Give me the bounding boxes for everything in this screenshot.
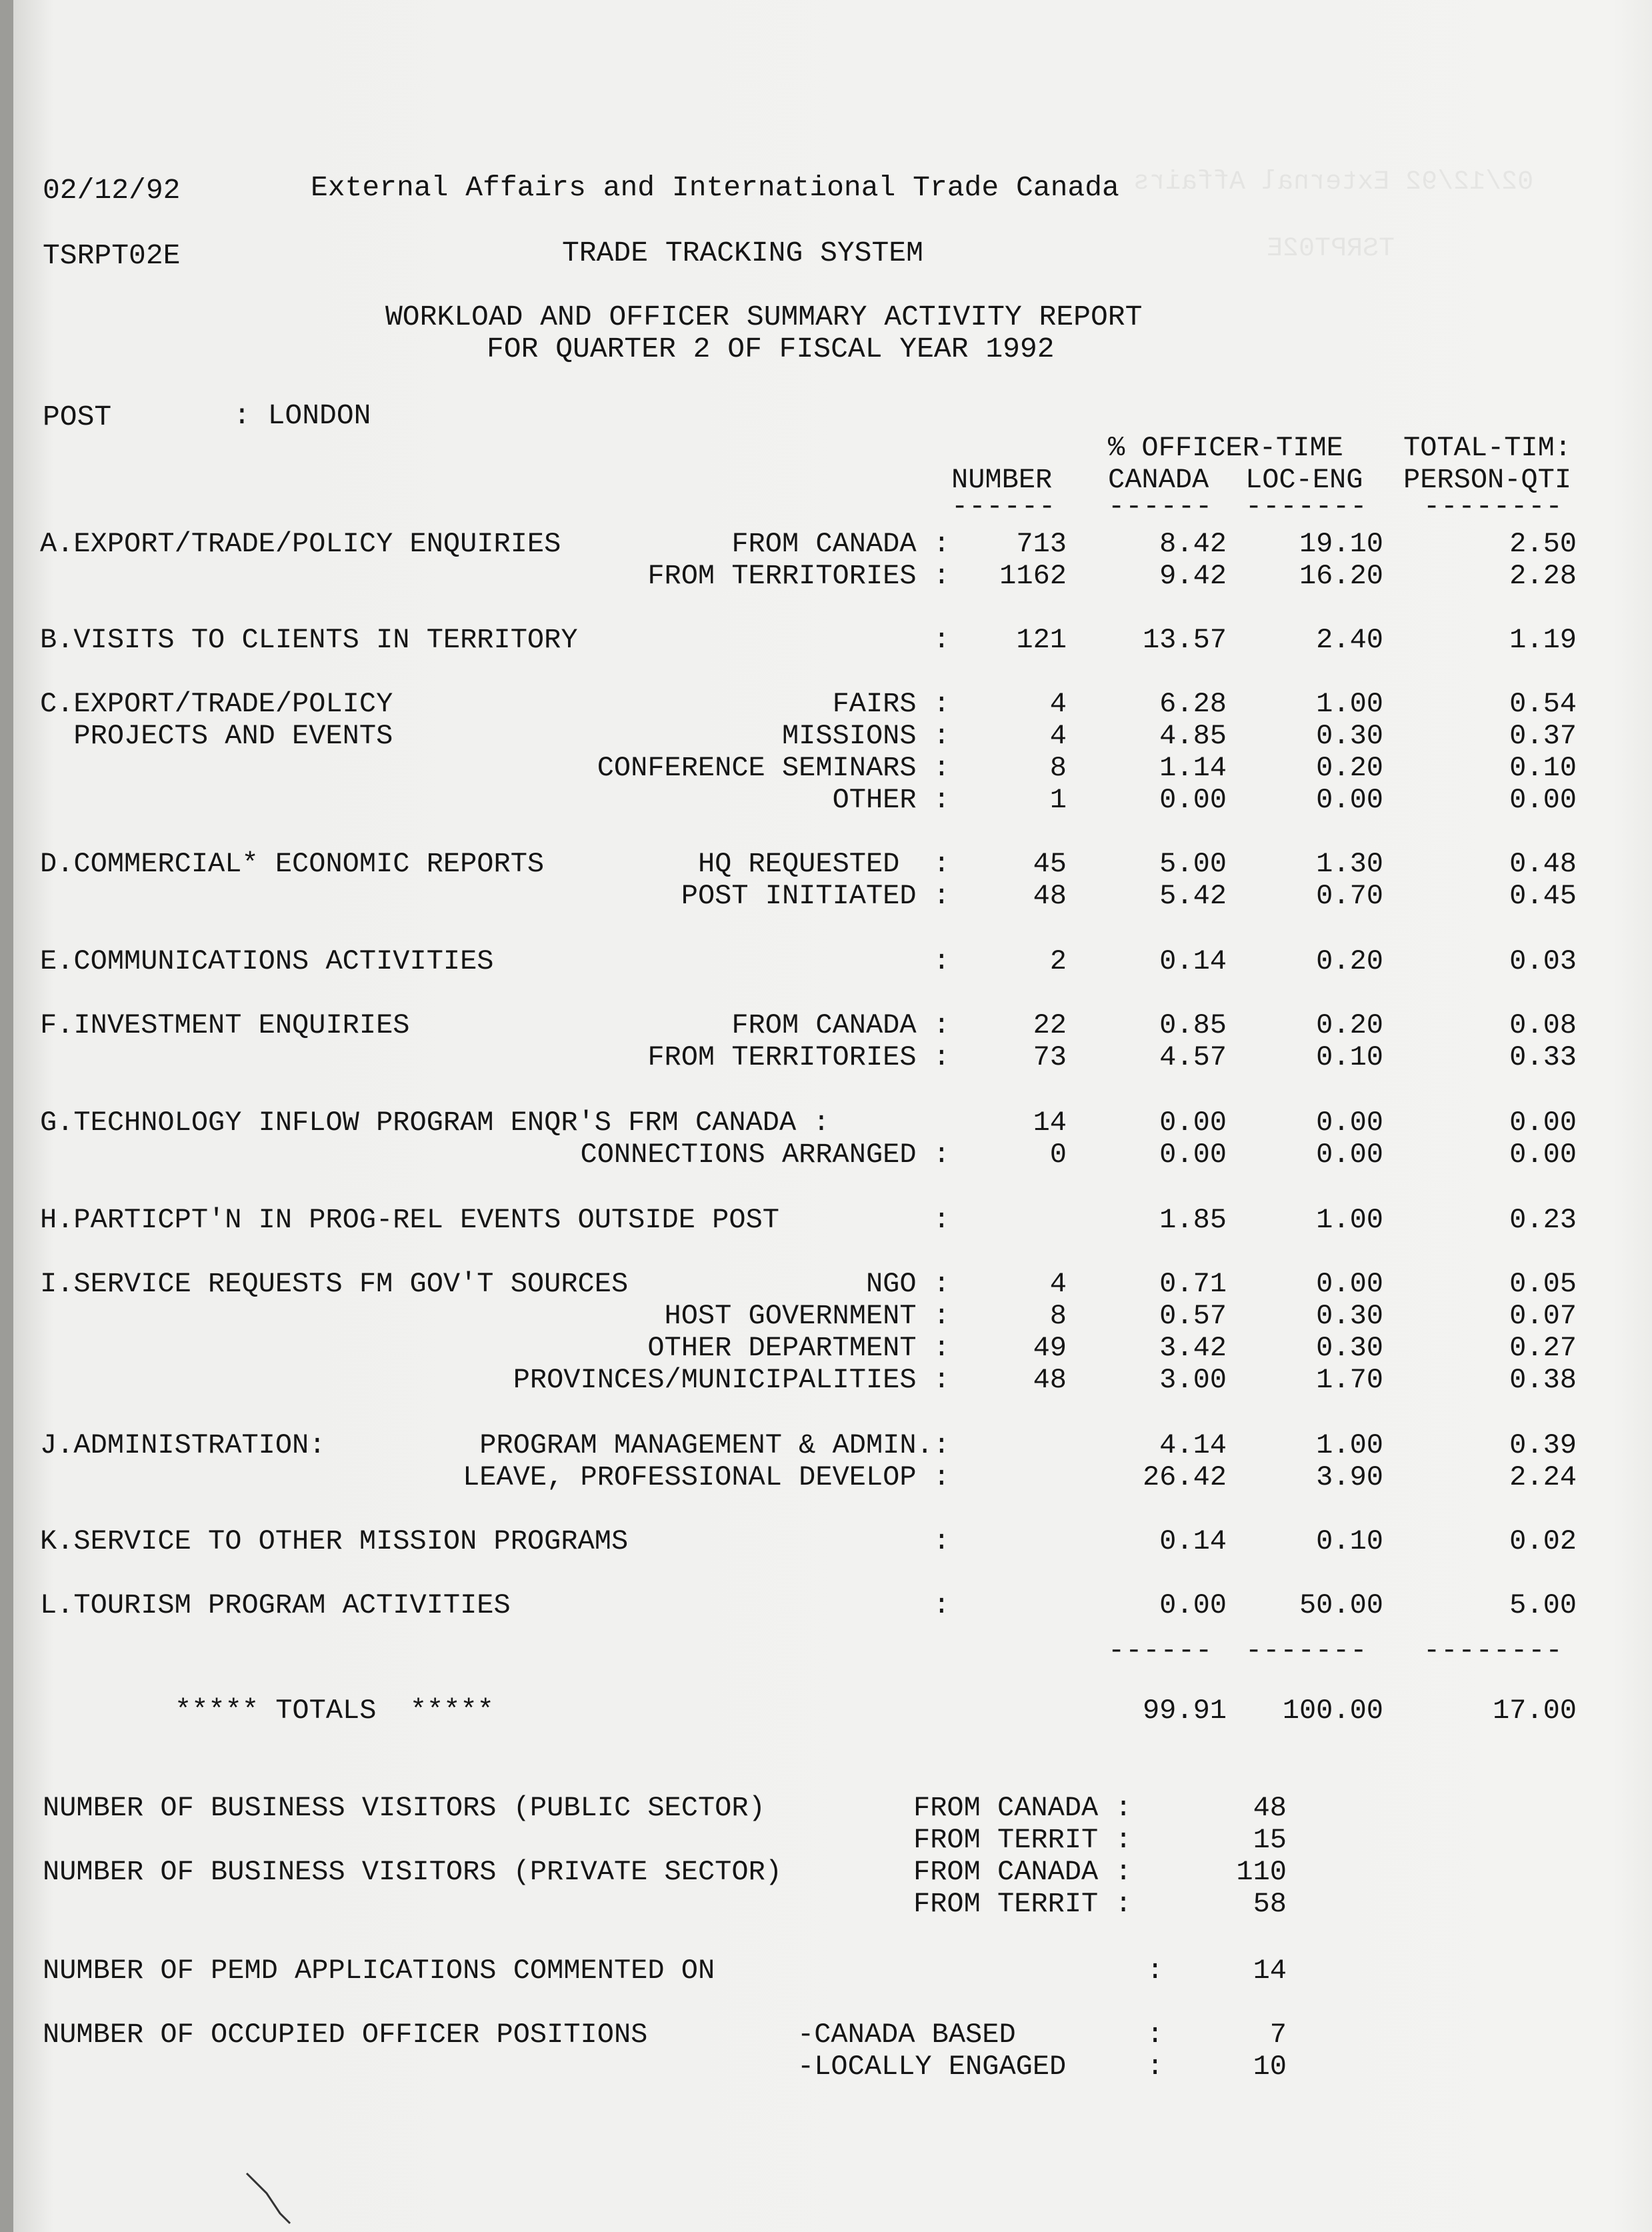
pemd-count: 14: [1253, 1955, 1287, 1987]
row-number: 0: [1049, 1139, 1067, 1171]
row-sub-label: FAIRS :: [832, 688, 950, 720]
row-section-label: F.INVESTMENT ENQUIRIES: [40, 1009, 410, 1041]
post-label: POST: [43, 401, 112, 433]
row-person-qtr: 2.50: [1509, 528, 1577, 560]
row-person-qtr: 5.00: [1509, 1589, 1577, 1621]
visitor-source: FROM CANADA :: [913, 1792, 1132, 1824]
organization-name: External Affairs and International Trade Canada: [311, 171, 1119, 204]
row-loc-eng: 0.30: [1316, 1300, 1383, 1332]
row-sub-label: :: [933, 945, 950, 977]
row-number: 14: [1033, 1107, 1067, 1139]
row-section-label: A.EXPORT/TRADE/POLICY ENQUIRIES: [40, 528, 561, 560]
bleed-through-text: TSRPT02E: [1267, 234, 1395, 264]
row-number: 4: [1049, 720, 1067, 752]
row-sub-label: :: [933, 624, 950, 656]
row-sub-label: HQ REQUESTED :: [697, 848, 950, 880]
totals-canada: 99.91: [1142, 1695, 1227, 1727]
row-loc-eng: 1.70: [1316, 1364, 1383, 1396]
row-sub-label: POST INITIATED :: [681, 880, 950, 912]
system-name: TRADE TRACKING SYSTEM: [562, 237, 923, 269]
visitor-source: FROM TERRIT :: [913, 1888, 1132, 1920]
row-person-qtr: 0.27: [1509, 1332, 1577, 1364]
row-loc-eng: 2.40: [1316, 624, 1383, 656]
row-person-qtr: 0.02: [1509, 1525, 1577, 1557]
row-loc-eng: 0.00: [1316, 1139, 1383, 1171]
page-left-edge: [0, 0, 13, 2232]
row-canada: 3.00: [1159, 1364, 1227, 1396]
row-sub-label: PROVINCES/MUNICIPALITIES :: [513, 1364, 950, 1396]
pen-mark: [240, 2167, 320, 2227]
row-canada: 0.00: [1159, 1107, 1227, 1139]
row-sub-label: FROM TERRITORIES :: [647, 1041, 950, 1073]
visitor-source: FROM CANADA :: [913, 1856, 1132, 1888]
row-canada: 0.57: [1159, 1300, 1227, 1332]
visitor-count: 48: [1253, 1792, 1287, 1824]
row-person-qtr: 0.48: [1509, 848, 1577, 880]
row-canada: 4.14: [1159, 1429, 1227, 1461]
totals-rule: -------: [1245, 1635, 1368, 1667]
row-canada: 0.14: [1159, 945, 1227, 977]
row-sub-label: NGO :: [865, 1268, 950, 1300]
column-header-number: NUMBER: [951, 464, 1053, 496]
row-loc-eng: 0.30: [1316, 720, 1383, 752]
totals-label: ***** TOTALS *****: [175, 1695, 494, 1727]
totals-loc-eng: 100.00: [1282, 1695, 1383, 1727]
column-rule: ------: [951, 491, 1057, 523]
column-group-officer-time: % OFFICER-TIME: [1108, 432, 1343, 464]
row-section-label: PROJECTS AND EVENTS: [40, 720, 393, 752]
row-section-label: K.SERVICE TO OTHER MISSION PROGRAMS: [40, 1525, 629, 1557]
positions-colon: :: [1147, 2051, 1164, 2083]
row-sub-label: LEAVE, PROFESSIONAL DEVELOP :: [463, 1461, 950, 1493]
column-rule: -------: [1245, 491, 1368, 523]
row-person-qtr: 0.10: [1509, 752, 1577, 784]
row-person-qtr: 0.23: [1509, 1204, 1577, 1236]
row-section-label: H.PARTICPT'N IN PROG-REL EVENTS OUTSIDE POST: [40, 1204, 779, 1236]
report-id: TSRPT02E: [43, 239, 181, 272]
row-person-qtr: 0.54: [1509, 688, 1577, 720]
row-loc-eng: 0.20: [1316, 1009, 1383, 1041]
column-rule: --------: [1423, 491, 1563, 523]
row-canada: 8.42: [1159, 528, 1227, 560]
row-loc-eng: 1.00: [1316, 688, 1383, 720]
row-loc-eng: 1.00: [1316, 1204, 1383, 1236]
row-person-qtr: 0.08: [1509, 1009, 1577, 1041]
row-number: 713: [1016, 528, 1067, 560]
row-person-qtr: 0.38: [1509, 1364, 1577, 1396]
report-date: 02/12/92: [43, 174, 181, 207]
row-number: 48: [1033, 880, 1067, 912]
report-title-line1: WORKLOAD AND OFFICER SUMMARY ACTIVITY REPORT: [385, 301, 1143, 333]
bleed-through-text: 02/12/92 External Affairs: [1133, 167, 1534, 197]
row-number: 49: [1033, 1332, 1067, 1364]
report-title-line2: FOR QUARTER 2 OF FISCAL YEAR 1992: [487, 333, 1055, 365]
positions-type: -CANADA BASED: [797, 2019, 1016, 2051]
row-number: 22: [1033, 1009, 1067, 1041]
row-section-label: C.EXPORT/TRADE/POLICY: [40, 688, 393, 720]
row-number: 73: [1033, 1041, 1067, 1073]
row-sub-label: OTHER :: [832, 784, 950, 816]
row-sub-label: FROM CANADA :: [731, 1009, 950, 1041]
positions-count: 7: [1269, 2019, 1287, 2051]
row-number: 45: [1033, 848, 1067, 880]
row-sub-label: OTHER DEPARTMENT :: [647, 1332, 950, 1364]
visitor-label: NUMBER OF BUSINESS VISITORS (PRIVATE SECTOR): [43, 1856, 782, 1888]
row-sub-label: CONNECTIONS ARRANGED :: [580, 1139, 950, 1171]
row-section-label: E.COMMUNICATIONS ACTIVITIES: [40, 945, 494, 977]
row-sub-label: :: [933, 1204, 950, 1236]
row-canada: 26.42: [1142, 1461, 1227, 1493]
column-group-total-time: TOTAL-TIM:: [1403, 432, 1572, 464]
positions-label: NUMBER OF OCCUPIED OFFICER POSITIONS: [43, 2019, 648, 2051]
row-canada: 0.00: [1159, 784, 1227, 816]
row-loc-eng: 0.00: [1316, 1268, 1383, 1300]
visitor-count: 15: [1253, 1824, 1287, 1856]
row-person-qtr: 2.28: [1509, 560, 1577, 592]
pemd-label: NUMBER OF PEMD APPLICATIONS COMMENTED ON: [43, 1955, 715, 1987]
row-person-qtr: 0.07: [1509, 1300, 1577, 1332]
row-loc-eng: 0.20: [1316, 945, 1383, 977]
totals-person-qtr: 17.00: [1492, 1695, 1577, 1727]
row-loc-eng: 0.00: [1316, 1107, 1383, 1139]
row-sub-label: CONFERENCE SEMINARS :: [597, 752, 950, 784]
positions-count: 10: [1253, 2051, 1287, 2083]
row-loc-eng: 0.10: [1316, 1525, 1383, 1557]
column-header-person-qtr: PERSON-QTI: [1403, 464, 1572, 496]
row-number: 48: [1033, 1364, 1067, 1396]
row-section-label: D.COMMERCIAL* ECONOMIC REPORTS: [40, 848, 545, 880]
row-sub-label: FROM CANADA :: [731, 528, 950, 560]
row-sub-label: MISSIONS :: [781, 720, 950, 752]
row-canada: 0.00: [1159, 1589, 1227, 1621]
row-canada: 6.28: [1159, 688, 1227, 720]
positions-type: -LOCALLY ENGAGED: [797, 2051, 1067, 2083]
row-loc-eng: 16.20: [1299, 560, 1383, 592]
row-canada: 0.14: [1159, 1525, 1227, 1557]
totals-rule: --------: [1423, 1635, 1563, 1667]
row-loc-eng: 0.00: [1316, 784, 1383, 816]
row-sub-label: PROGRAM MANAGEMENT & ADMIN.:: [479, 1429, 950, 1461]
totals-rule: ------: [1108, 1635, 1213, 1667]
row-canada: 0.85: [1159, 1009, 1227, 1041]
row-section-label: L.TOURISM PROGRAM ACTIVITIES: [40, 1589, 511, 1621]
visitor-label: NUMBER OF BUSINESS VISITORS (PUBLIC SECTOR): [43, 1792, 765, 1824]
row-person-qtr: 0.00: [1509, 784, 1577, 816]
row-loc-eng: 0.30: [1316, 1332, 1383, 1364]
row-loc-eng: 0.20: [1316, 752, 1383, 784]
row-person-qtr: 1.19: [1509, 624, 1577, 656]
row-loc-eng: 50.00: [1299, 1589, 1383, 1621]
row-number: 8: [1049, 752, 1067, 784]
row-sub-label: HOST GOVERNMENT :: [664, 1300, 950, 1332]
column-header-loc-eng: LOC-ENG: [1245, 464, 1363, 496]
row-canada: 5.42: [1159, 880, 1227, 912]
row-number: 4: [1049, 688, 1067, 720]
visitor-source: FROM TERRIT :: [913, 1824, 1132, 1856]
post-value: : LONDON: [233, 399, 371, 432]
row-section-label: B.VISITS TO CLIENTS IN TERRITORY: [40, 624, 578, 656]
positions-colon: :: [1147, 2019, 1164, 2051]
row-sub-label: :: [933, 1525, 950, 1557]
row-number: 1: [1049, 784, 1067, 816]
row-canada: 5.00: [1159, 848, 1227, 880]
row-person-qtr: 0.37: [1509, 720, 1577, 752]
visitor-count: 58: [1253, 1888, 1287, 1920]
row-section-label: G.TECHNOLOGY INFLOW PROGRAM ENQR'S FRM CANADA :: [40, 1107, 830, 1139]
row-canada: 3.42: [1159, 1332, 1227, 1364]
row-person-qtr: 0.39: [1509, 1429, 1577, 1461]
row-canada: 1.85: [1159, 1204, 1227, 1236]
row-person-qtr: 0.00: [1509, 1139, 1577, 1171]
row-canada: 13.57: [1142, 624, 1227, 656]
row-person-qtr: 0.00: [1509, 1107, 1577, 1139]
row-loc-eng: 1.30: [1316, 848, 1383, 880]
row-loc-eng: 0.70: [1316, 880, 1383, 912]
row-number: 2: [1049, 945, 1067, 977]
row-person-qtr: 0.33: [1509, 1041, 1577, 1073]
row-canada: 1.14: [1159, 752, 1227, 784]
row-canada: 0.00: [1159, 1139, 1227, 1171]
row-number: 1162: [999, 560, 1067, 592]
row-person-qtr: 0.05: [1509, 1268, 1577, 1300]
row-canada: 9.42: [1159, 560, 1227, 592]
row-number: 4: [1049, 1268, 1067, 1300]
visitor-count: 110: [1236, 1856, 1287, 1888]
row-person-qtr: 0.45: [1509, 880, 1577, 912]
row-sub-label: FROM TERRITORIES :: [647, 560, 950, 592]
row-number: 8: [1049, 1300, 1067, 1332]
row-loc-eng: 1.00: [1316, 1429, 1383, 1461]
row-canada: 4.85: [1159, 720, 1227, 752]
row-number: 121: [1016, 624, 1067, 656]
row-loc-eng: 0.10: [1316, 1041, 1383, 1073]
row-section-label: J.ADMINISTRATION:: [40, 1429, 326, 1461]
column-header-canada: CANADA: [1108, 464, 1209, 496]
row-person-qtr: 2.24: [1509, 1461, 1577, 1493]
pemd-colon: :: [1147, 1955, 1164, 1987]
row-person-qtr: 0.03: [1509, 945, 1577, 977]
row-sub-label: :: [933, 1589, 950, 1621]
row-loc-eng: 19.10: [1299, 528, 1383, 560]
row-canada: 4.57: [1159, 1041, 1227, 1073]
row-canada: 0.71: [1159, 1268, 1227, 1300]
row-loc-eng: 3.90: [1316, 1461, 1383, 1493]
column-rule: ------: [1108, 491, 1213, 523]
row-section-label: I.SERVICE REQUESTS FM GOV'T SOURCES: [40, 1268, 629, 1300]
